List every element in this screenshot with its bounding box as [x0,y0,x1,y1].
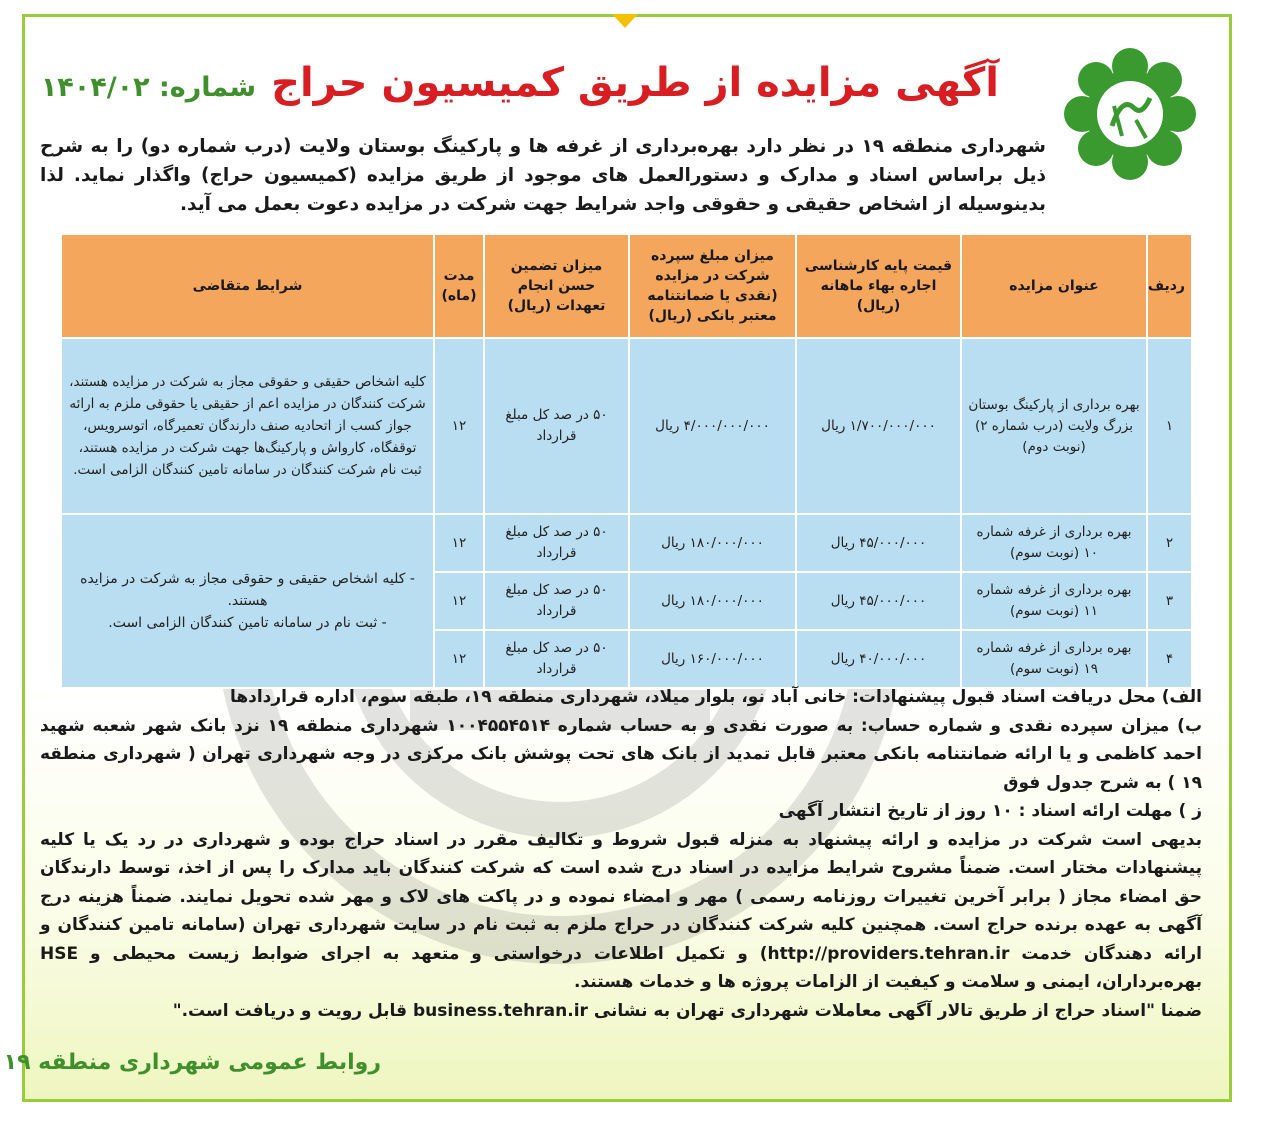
row-base-price: ۴۵/۰۰۰/۰۰۰ ریال [796,572,961,630]
row-title: بهره برداری از پارکینگ بوستان بزرگ ولایت (درب شماره ۲) (نوبت دوم) [961,338,1147,514]
row-duration: ۱۲ [434,572,484,630]
shared-conditions-line: - کلیه اشخاص حقیقی و حقوقی مجاز به شرکت در مزایده هستند. [80,571,415,609]
tehran-municipality-logo-icon [1062,46,1198,182]
row-deposit: ۱۸۰/۰۰۰/۰۰۰ ریال [629,572,796,630]
header-deposit: میزان مبلغ سپرده شرکت در مزایده (نقدی یا ضمانتنامه معتبر بانکی (ریال) [629,234,796,338]
row-guarantee: ۵۰ در صد کل مبلغ قرارداد [484,630,629,688]
row-title: بهره برداری از غرفه شماره ۱۱ (نوبت سوم) [961,572,1147,630]
notice-title-row [41,60,999,106]
table-row [61,514,1192,572]
clause-alef [40,683,1202,712]
clause-label: ب) [1177,715,1203,736]
auction-table [60,233,1193,689]
row-duration: ۱۲ [434,338,484,514]
header-base-price: قیمت پایه کارشناسی اجاره بهاء ماهانه (ریال) [796,234,961,338]
row-title: بهره برداری از غرفه شماره ۱۹ (نوبت سوم) [961,630,1147,688]
row-number: ۳ [1147,572,1192,630]
shared-conditions-line: - ثبت نام در سامانه تامین کنندگان الزامی است. [108,615,387,631]
clause-be [40,712,1202,798]
row-duration: ۱۲ [434,630,484,688]
clause-text: مهلت ارائه اسناد : ۱۰ روز از تاریخ انتشار آگهی [778,801,1173,821]
row-guarantee: ۵۰ در صد کل مبلغ قرارداد [484,338,629,514]
clause-text: میزان سپرده نقدی و شماره حساب: به صورت نقدی و به حساب شماره ۱۰۰۴۵۵۴۵۱۴ شهرداری منطقه ۱۹ نزد بانک شهر شعبه شهید احمد کاظمی و یا ارائه ضمانتنامه بانکی معتبر قابل تمدید از بانک های تحت پوشش بانک مرکزی در وجه شهرداری تهران ( شهرداری منطقه ۱۹ ) به شرح جدول فوق [40,715,1202,793]
row-deposit: ۱۸۰/۰۰۰/۰۰۰ ریال [629,514,796,572]
row-deposit: ۱۶۰/۰۰۰/۰۰۰ ریال [629,630,796,688]
header-title: عنوان مزایده [961,234,1147,338]
intro-lead: شهرداری منطقه ۱۹ [861,136,1046,157]
row-duration: ۱۲ [434,514,484,572]
row-guarantee: ۵۰ در صد کل مبلغ قرارداد [484,514,629,572]
notice-number: شماره: ۱۴۰۴/۰۲ [40,72,257,103]
top-notch-marker [612,14,638,28]
clause-ze [40,797,1202,826]
row-base-price: ۴۵/۰۰۰/۰۰۰ ریال [796,514,961,572]
header-duration: مدت (ماه) [434,234,484,338]
row-title: بهره برداری از غرفه شماره ۱۰ (نوبت سوم) [961,514,1147,572]
notice-title: آگهی مزایده از طریق کمیسیون حراج [271,60,999,106]
row-number: ۲ [1147,514,1192,572]
row-number: ۱ [1147,338,1192,514]
clause-body: بدیهی است شرکت در مزایده و ارائه پیشنهاد به منزله قبول شروط و تکالیف مقرر در اسناد حراج بوده و شهرداری در رد یک یا کلیه پیشنهادات مختار است. ضمناً مشروح شرایط مزایده در اسناد درج شده است که شرکت کنندگان باید مدارک را پس از اخذ، توسط دارندگان حق امضاء مجاز ( برابر آخرین تغییرات روزنامه رسمی ) مهر و امضاء نموده و در پاکت های لاک و مهر شده تحویل نمایند. ضمناً هزینه درج آگهی به عهده برنده حراج است. همچنین کلیه شرکت کنندگان در حراج ملزم به ثبت نام در سایت شهرداری تهران (سامانه تامین کنندگان و ارائه دهندگان خدمت http://providers.tehran.ir) و تکمیل اطلاعات درخواستی و متعهد به اجرای ضوابط زیست محیطی و HSE بهره‌برداران، ایمنی و سلامت و کیفیت از الزامات پروژه ها و خدمات هستند. [40,829,1202,992]
row-conditions: کلیه اشخاص حقیقی و حقوقی مجاز به شرکت در مزایده هستند، شرکت کنندگان در مزایده اعم از حقیقی یا حقوقی ملزم به ارائه جواز کسب از اتحادیه صنف دارندگان تعمیرگاه، اتوسرویس، توقفگاه، کارواش و پارکینگ‌ها جهت شرکت در مزایده هستند، ثبت نام شرکت کنندگان در سامانه تامین کنندگان الزامی است. [61,338,434,514]
shared-conditions [61,514,434,688]
clause-text: محل دریافت اسناد قبول پیشنهادات: خانی آباد نو، بلوار میلاد، شهرداری منطقه ۱۹، طبقه سوم، اداره قراردادها [229,687,1156,707]
clauses-section [40,683,1202,1025]
intro-text: در نظر دارد بهره‌برداری از غرفه ها و پارکینگ بوستان ولایت (درب شماره دو) را به شرح ذیل براساس اسناد و مدارک و دستورالعمل های موجود از طریق مزایده (کمیسیون حراج) واگذار نماید. لذا بدینوسیله از اشخاص حقیقی و حقوقی واجد شرایط جهت شرکت در مزایده دعوت بعمل می آید. [40,136,1046,215]
footer-signature: روابط عمومی شهرداری منطقه ۱۹ [3,1050,381,1075]
header-row-number: ردیف [1147,234,1192,338]
clause-label: ز ) [1178,801,1202,821]
table-header-row [61,234,1192,338]
row-guarantee: ۵۰ در صد کل مبلغ قرارداد [484,572,629,630]
row-number: ۴ [1147,630,1192,688]
clause-last: ضمنا "اسناد حراج از طریق تالار آگهی معاملات شهرداری تهران به نشانی business.tehran.ir قابل رویت و دریافت است." [172,1000,1202,1021]
clause-label: الف) [1161,687,1202,707]
row-deposit: ۴/۰۰۰/۰۰۰/۰۰۰ ریال [629,338,796,514]
header-conditions: شرایط متقاضی [61,234,434,338]
row-base-price: ۴۰/۰۰۰/۰۰۰ ریال [796,630,961,688]
intro-paragraph [40,132,1046,219]
table-row [61,338,1192,514]
row-base-price: ۱/۷۰۰/۰۰۰/۰۰۰ ریال [796,338,961,514]
header-guarantee: میزان تضمین حسن انجام تعهدات (ریال) [484,234,629,338]
